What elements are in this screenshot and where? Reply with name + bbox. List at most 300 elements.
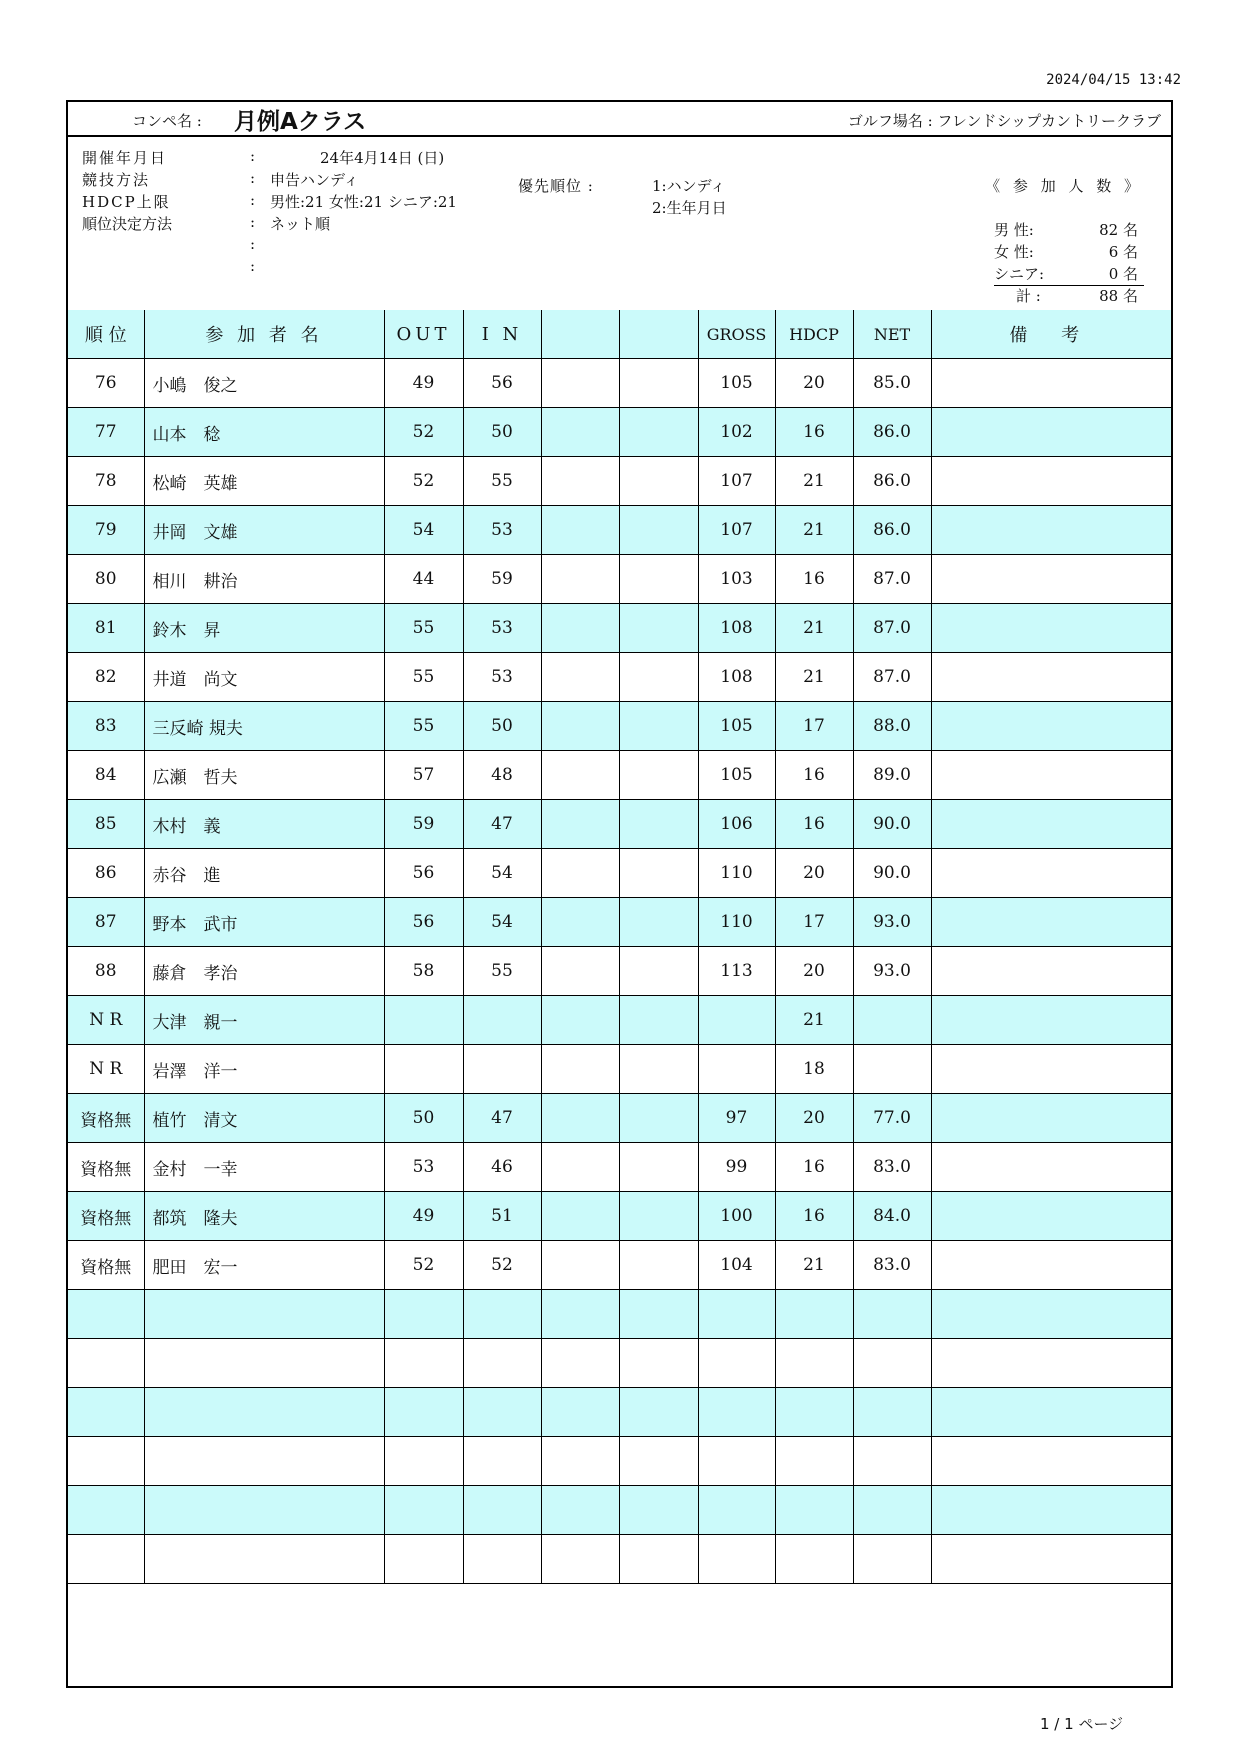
- hdcp-cell: [775, 1339, 853, 1388]
- results-sheet: [66, 100, 1173, 1688]
- blank-cell: [541, 702, 619, 751]
- blank-cell: [541, 1339, 619, 1388]
- hdcp-cell: [775, 1486, 853, 1535]
- rank-cell: 84: [68, 751, 144, 800]
- remarks-cell: [931, 1290, 1171, 1339]
- blank-cell: [541, 1192, 619, 1241]
- gross-cell: 97: [698, 1094, 775, 1143]
- blank-cell: [541, 604, 619, 653]
- out-cell: 44: [384, 555, 463, 604]
- blank-cell: [541, 1290, 619, 1339]
- name-cell: 井道 尚文: [144, 653, 384, 702]
- name-cell: [144, 1339, 384, 1388]
- blank-cell: [619, 1143, 698, 1192]
- net-cell: [853, 1045, 931, 1094]
- table-row: [68, 800, 1171, 849]
- blank-cell: [619, 408, 698, 457]
- name-cell: 赤谷 進: [144, 849, 384, 898]
- gross-cell: 108: [698, 653, 775, 702]
- hdcp-cell: [775, 1388, 853, 1437]
- in-cell: 51: [463, 1192, 541, 1241]
- gross-cell: [698, 1290, 775, 1339]
- blank-cell: [541, 359, 619, 408]
- course-label: ゴルフ場名 :: [847, 112, 933, 130]
- blank-cell: [541, 506, 619, 555]
- table-row: [68, 1339, 1171, 1388]
- table-row: [68, 1290, 1171, 1339]
- rank-cell: 88: [68, 947, 144, 996]
- net-cell: [853, 1339, 931, 1388]
- method-value: 申告ハンディ: [270, 171, 359, 189]
- colon: :: [250, 235, 256, 253]
- remarks-cell: [931, 1388, 1171, 1437]
- in-cell: 59: [463, 555, 541, 604]
- hdcp-cell: 16: [775, 408, 853, 457]
- rank-cell: 79: [68, 506, 144, 555]
- gross-cell: 110: [698, 898, 775, 947]
- table-row: [68, 751, 1171, 800]
- net-cell: 86.0: [853, 408, 931, 457]
- count-senior: [994, 263, 1144, 286]
- remarks-cell: [931, 506, 1171, 555]
- name-cell: 都筑 隆夫: [144, 1192, 384, 1241]
- in-cell: 54: [463, 898, 541, 947]
- sheet-header: [68, 102, 1171, 137]
- remarks-cell: [931, 1045, 1171, 1094]
- remarks-cell: [931, 653, 1171, 702]
- senior-value: 0 名: [1108, 265, 1138, 283]
- blank-cell: [541, 1437, 619, 1486]
- rank-cell: 83: [68, 702, 144, 751]
- gross-cell: 102: [698, 408, 775, 457]
- count-female: [994, 241, 1144, 263]
- gross-cell: [698, 1388, 775, 1437]
- blank-cell: [541, 1094, 619, 1143]
- in-cell: 48: [463, 751, 541, 800]
- remarks-cell: [931, 1241, 1171, 1290]
- remarks-cell: [931, 898, 1171, 947]
- hdcp-cell: 16: [775, 800, 853, 849]
- out-cell: [384, 1339, 463, 1388]
- rank-value: ネット順: [270, 215, 331, 233]
- total-label: 計 :: [1016, 287, 1041, 305]
- col-net-header: NET: [853, 310, 931, 359]
- in-cell: 46: [463, 1143, 541, 1192]
- net-cell: 87.0: [853, 555, 931, 604]
- blank-cell: [541, 1388, 619, 1437]
- in-cell: [463, 1437, 541, 1486]
- name-cell: 岩澤 洋一: [144, 1045, 384, 1094]
- method-label: 競技方法: [82, 171, 151, 189]
- col-out-header: OUT: [384, 310, 463, 359]
- rank-cell: [68, 1486, 144, 1535]
- count-total: [994, 285, 1144, 307]
- hdcp-cell: 20: [775, 849, 853, 898]
- in-cell: 55: [463, 947, 541, 996]
- blank-cell: [541, 751, 619, 800]
- course-name: [848, 110, 1161, 131]
- table-row: [68, 702, 1171, 751]
- rank-cell: 80: [68, 555, 144, 604]
- hdcp-cell: 16: [775, 555, 853, 604]
- blank-cell: [619, 751, 698, 800]
- name-cell: 小嶋 俊之: [144, 359, 384, 408]
- hdcp-cell: 18: [775, 1045, 853, 1094]
- rank-cell: 82: [68, 653, 144, 702]
- name-cell: [144, 1437, 384, 1486]
- out-cell: 54: [384, 506, 463, 555]
- in-cell: [463, 996, 541, 1045]
- rank-cell: [68, 1388, 144, 1437]
- net-cell: 87.0: [853, 653, 931, 702]
- blank-cell: [541, 1143, 619, 1192]
- out-cell: 55: [384, 653, 463, 702]
- gross-cell: [698, 1339, 775, 1388]
- rank-cell: 資格無: [68, 1094, 144, 1143]
- blank-cell: [541, 996, 619, 1045]
- remarks-cell: [931, 1094, 1171, 1143]
- in-cell: 50: [463, 702, 541, 751]
- remarks-cell: [931, 604, 1171, 653]
- remarks-cell: [931, 555, 1171, 604]
- table-row: [68, 506, 1171, 555]
- gross-cell: [698, 1535, 775, 1584]
- priority-1: 1:ハンディ: [652, 177, 726, 195]
- out-cell: 57: [384, 751, 463, 800]
- name-cell: [144, 1290, 384, 1339]
- blank-cell: [541, 898, 619, 947]
- name-cell: 鈴木 昇: [144, 604, 384, 653]
- hdcp-value: 男性:21 女性:21 シニア:21: [270, 193, 457, 211]
- hdcp-cell: 21: [775, 457, 853, 506]
- gross-cell: 104: [698, 1241, 775, 1290]
- blank-cell: [541, 849, 619, 898]
- hdcp-cell: 16: [775, 751, 853, 800]
- blank-cell: [541, 947, 619, 996]
- gross-cell: 113: [698, 947, 775, 996]
- net-cell: 90.0: [853, 800, 931, 849]
- in-cell: [463, 1290, 541, 1339]
- rank-cell: [68, 1437, 144, 1486]
- net-cell: 84.0: [853, 1192, 931, 1241]
- hdcp-cell: 17: [775, 898, 853, 947]
- gross-cell: 99: [698, 1143, 775, 1192]
- blank-cell: [619, 1486, 698, 1535]
- rank-cell: N R: [68, 996, 144, 1045]
- blank-cell: [619, 1094, 698, 1143]
- name-cell: 三反崎 規夫: [144, 702, 384, 751]
- rank-cell: 87: [68, 898, 144, 947]
- name-cell: 大津 親一: [144, 996, 384, 1045]
- net-cell: 93.0: [853, 947, 931, 996]
- competition-label: コンペ名 :: [132, 112, 202, 130]
- hdcp-cell: 16: [775, 1143, 853, 1192]
- blank-cell: [541, 1486, 619, 1535]
- remarks-cell: [931, 996, 1171, 1045]
- participant-count-title: 《 参 加 人 数 》: [985, 177, 1143, 195]
- name-cell: 相川 耕治: [144, 555, 384, 604]
- net-cell: [853, 1437, 931, 1486]
- in-cell: 56: [463, 359, 541, 408]
- out-cell: 49: [384, 1192, 463, 1241]
- in-cell: [463, 1045, 541, 1094]
- hdcp-cell: [775, 1535, 853, 1584]
- gross-cell: 107: [698, 457, 775, 506]
- table-row: [68, 1535, 1171, 1584]
- female-value: 6 名: [1108, 243, 1138, 261]
- table-row: [68, 408, 1171, 457]
- blank-cell: [541, 1535, 619, 1584]
- out-cell: [384, 1437, 463, 1486]
- rank-cell: 85: [68, 800, 144, 849]
- in-cell: 50: [463, 408, 541, 457]
- hdcp-cell: [775, 1437, 853, 1486]
- net-cell: 90.0: [853, 849, 931, 898]
- hdcp-cell: 20: [775, 1094, 853, 1143]
- date-label: 開催年月日: [82, 149, 168, 167]
- net-cell: [853, 1486, 931, 1535]
- blank-cell: [541, 800, 619, 849]
- colon: :: [250, 191, 256, 209]
- blank-cell: [541, 1045, 619, 1094]
- priority-2: 2:生年月日: [652, 199, 727, 217]
- net-cell: 85.0: [853, 359, 931, 408]
- gross-cell: 107: [698, 506, 775, 555]
- hdcp-cell: [775, 1290, 853, 1339]
- net-cell: 88.0: [853, 702, 931, 751]
- blank-cell: [619, 800, 698, 849]
- gross-cell: 108: [698, 604, 775, 653]
- out-cell: [384, 1486, 463, 1535]
- net-cell: 89.0: [853, 751, 931, 800]
- rank-cell: 資格無: [68, 1143, 144, 1192]
- blank-cell: [541, 653, 619, 702]
- name-cell: 井岡 文雄: [144, 506, 384, 555]
- colon: :: [250, 257, 256, 275]
- competition-info: [68, 135, 1171, 312]
- count-male: [994, 219, 1144, 241]
- name-cell: [144, 1388, 384, 1437]
- rank-cell: 資格無: [68, 1192, 144, 1241]
- blank-cell: [619, 359, 698, 408]
- remarks-cell: [931, 408, 1171, 457]
- rank-cell: 81: [68, 604, 144, 653]
- in-cell: 55: [463, 457, 541, 506]
- name-cell: [144, 1486, 384, 1535]
- name-cell: 木村 義: [144, 800, 384, 849]
- table-row: [68, 604, 1171, 653]
- name-cell: [144, 1535, 384, 1584]
- remarks-cell: [931, 1143, 1171, 1192]
- blank-cell: [619, 653, 698, 702]
- in-cell: 53: [463, 506, 541, 555]
- female-label: 女 性:: [994, 243, 1034, 261]
- name-cell: 松崎 英雄: [144, 457, 384, 506]
- colon: :: [250, 169, 256, 187]
- hdcp-label: HDCP上限: [82, 193, 171, 211]
- net-cell: 83.0: [853, 1241, 931, 1290]
- table-row: [68, 1486, 1171, 1535]
- net-cell: [853, 996, 931, 1045]
- hdcp-cell: 21: [775, 653, 853, 702]
- in-cell: 47: [463, 800, 541, 849]
- remarks-cell: [931, 849, 1171, 898]
- name-cell: 広瀬 哲夫: [144, 751, 384, 800]
- col-hdcp-header: HDCP: [775, 310, 853, 359]
- blank-cell: [541, 408, 619, 457]
- in-cell: [463, 1535, 541, 1584]
- in-cell: 52: [463, 1241, 541, 1290]
- blank-cell: [619, 1437, 698, 1486]
- net-cell: 77.0: [853, 1094, 931, 1143]
- col-in-header: I N: [463, 310, 541, 359]
- hdcp-cell: 20: [775, 947, 853, 996]
- blank-cell: [619, 702, 698, 751]
- blank-cell: [619, 457, 698, 506]
- table-row: [68, 457, 1171, 506]
- rank-label: 順位決定方法: [82, 215, 173, 233]
- remarks-cell: [931, 800, 1171, 849]
- out-cell: 56: [384, 849, 463, 898]
- out-cell: 52: [384, 457, 463, 506]
- blank-cell: [619, 996, 698, 1045]
- out-cell: 52: [384, 408, 463, 457]
- in-cell: 53: [463, 604, 541, 653]
- out-cell: 50: [384, 1094, 463, 1143]
- name-cell: 植竹 清文: [144, 1094, 384, 1143]
- gross-cell: 105: [698, 359, 775, 408]
- out-cell: 56: [384, 898, 463, 947]
- remarks-cell: [931, 702, 1171, 751]
- male-label: 男 性:: [994, 221, 1034, 239]
- hdcp-cell: 21: [775, 1241, 853, 1290]
- blank-cell: [541, 457, 619, 506]
- gross-cell: [698, 1045, 775, 1094]
- net-cell: [853, 1388, 931, 1437]
- col-rank-header: 順 位: [68, 310, 144, 359]
- col-gross-header: GROSS: [698, 310, 775, 359]
- table-row: [68, 1192, 1171, 1241]
- col-blank-2-header: [619, 310, 698, 359]
- blank-cell: [541, 1241, 619, 1290]
- blank-cell: [619, 1241, 698, 1290]
- in-cell: [463, 1339, 541, 1388]
- rank-cell: 資格無: [68, 1241, 144, 1290]
- blank-cell: [541, 555, 619, 604]
- blank-cell: [619, 898, 698, 947]
- col-name-header: 参 加 者 名: [144, 310, 384, 359]
- hdcp-cell: 17: [775, 702, 853, 751]
- table-row: [68, 947, 1171, 996]
- table-row: [68, 1437, 1171, 1486]
- out-cell: [384, 996, 463, 1045]
- remarks-cell: [931, 947, 1171, 996]
- table-row: [68, 555, 1171, 604]
- out-cell: 58: [384, 947, 463, 996]
- blank-cell: [619, 555, 698, 604]
- senior-label: シニア:: [994, 265, 1045, 283]
- table-row: [68, 1094, 1171, 1143]
- male-value: 82 名: [1099, 221, 1138, 239]
- out-cell: 49: [384, 359, 463, 408]
- table-row: [68, 1241, 1171, 1290]
- name-cell: 金村 一幸: [144, 1143, 384, 1192]
- table-row: [68, 653, 1171, 702]
- table-row: [68, 996, 1171, 1045]
- col-remarks-header: 備 考: [931, 310, 1171, 359]
- blank-cell: [619, 1388, 698, 1437]
- date-value: 24年4月14日 (日): [320, 149, 445, 167]
- in-cell: [463, 1388, 541, 1437]
- name-cell: 野本 武市: [144, 898, 384, 947]
- remarks-cell: [931, 1192, 1171, 1241]
- in-cell: 54: [463, 849, 541, 898]
- rank-cell: [68, 1290, 144, 1339]
- remarks-cell: [931, 1437, 1171, 1486]
- table-row: [68, 1143, 1171, 1192]
- rank-cell: [68, 1339, 144, 1388]
- hdcp-cell: 21: [775, 506, 853, 555]
- blank-cell: [619, 1045, 698, 1094]
- print-timestamp: 2024/04/15 13:42: [1046, 72, 1181, 88]
- name-cell: 山本 稔: [144, 408, 384, 457]
- net-cell: [853, 1290, 931, 1339]
- remarks-cell: [931, 359, 1171, 408]
- priority-label: 優先順位 :: [518, 177, 594, 195]
- net-cell: [853, 1535, 931, 1584]
- blank-cell: [619, 1192, 698, 1241]
- gross-cell: 100: [698, 1192, 775, 1241]
- rank-cell: 76: [68, 359, 144, 408]
- blank-cell: [619, 947, 698, 996]
- gross-cell: 110: [698, 849, 775, 898]
- rank-cell: N R: [68, 1045, 144, 1094]
- rank-cell: [68, 1535, 144, 1584]
- gross-cell: [698, 996, 775, 1045]
- net-cell: 83.0: [853, 1143, 931, 1192]
- out-cell: 55: [384, 702, 463, 751]
- hdcp-cell: 21: [775, 996, 853, 1045]
- page-number: 1 / 1 ページ: [1040, 1715, 1124, 1733]
- out-cell: [384, 1045, 463, 1094]
- out-cell: 59: [384, 800, 463, 849]
- in-cell: 47: [463, 1094, 541, 1143]
- rank-cell: 78: [68, 457, 144, 506]
- remarks-cell: [931, 1486, 1171, 1535]
- gross-cell: [698, 1437, 775, 1486]
- rank-cell: 86: [68, 849, 144, 898]
- name-cell: 藤倉 孝治: [144, 947, 384, 996]
- gross-cell: 106: [698, 800, 775, 849]
- out-cell: 53: [384, 1143, 463, 1192]
- hdcp-cell: 16: [775, 1192, 853, 1241]
- gross-cell: 105: [698, 751, 775, 800]
- out-cell: [384, 1290, 463, 1339]
- results-table: [68, 310, 1171, 1584]
- name-cell: 肥田 宏一: [144, 1241, 384, 1290]
- net-cell: 86.0: [853, 457, 931, 506]
- out-cell: 55: [384, 604, 463, 653]
- table-row: [68, 1045, 1171, 1094]
- competition-name: 月例Aクラス: [234, 109, 367, 135]
- rank-cell: 77: [68, 408, 144, 457]
- blank-cell: [619, 506, 698, 555]
- out-cell: [384, 1535, 463, 1584]
- gross-cell: [698, 1486, 775, 1535]
- in-cell: 53: [463, 653, 541, 702]
- blank-cell: [619, 604, 698, 653]
- table-row: [68, 359, 1171, 408]
